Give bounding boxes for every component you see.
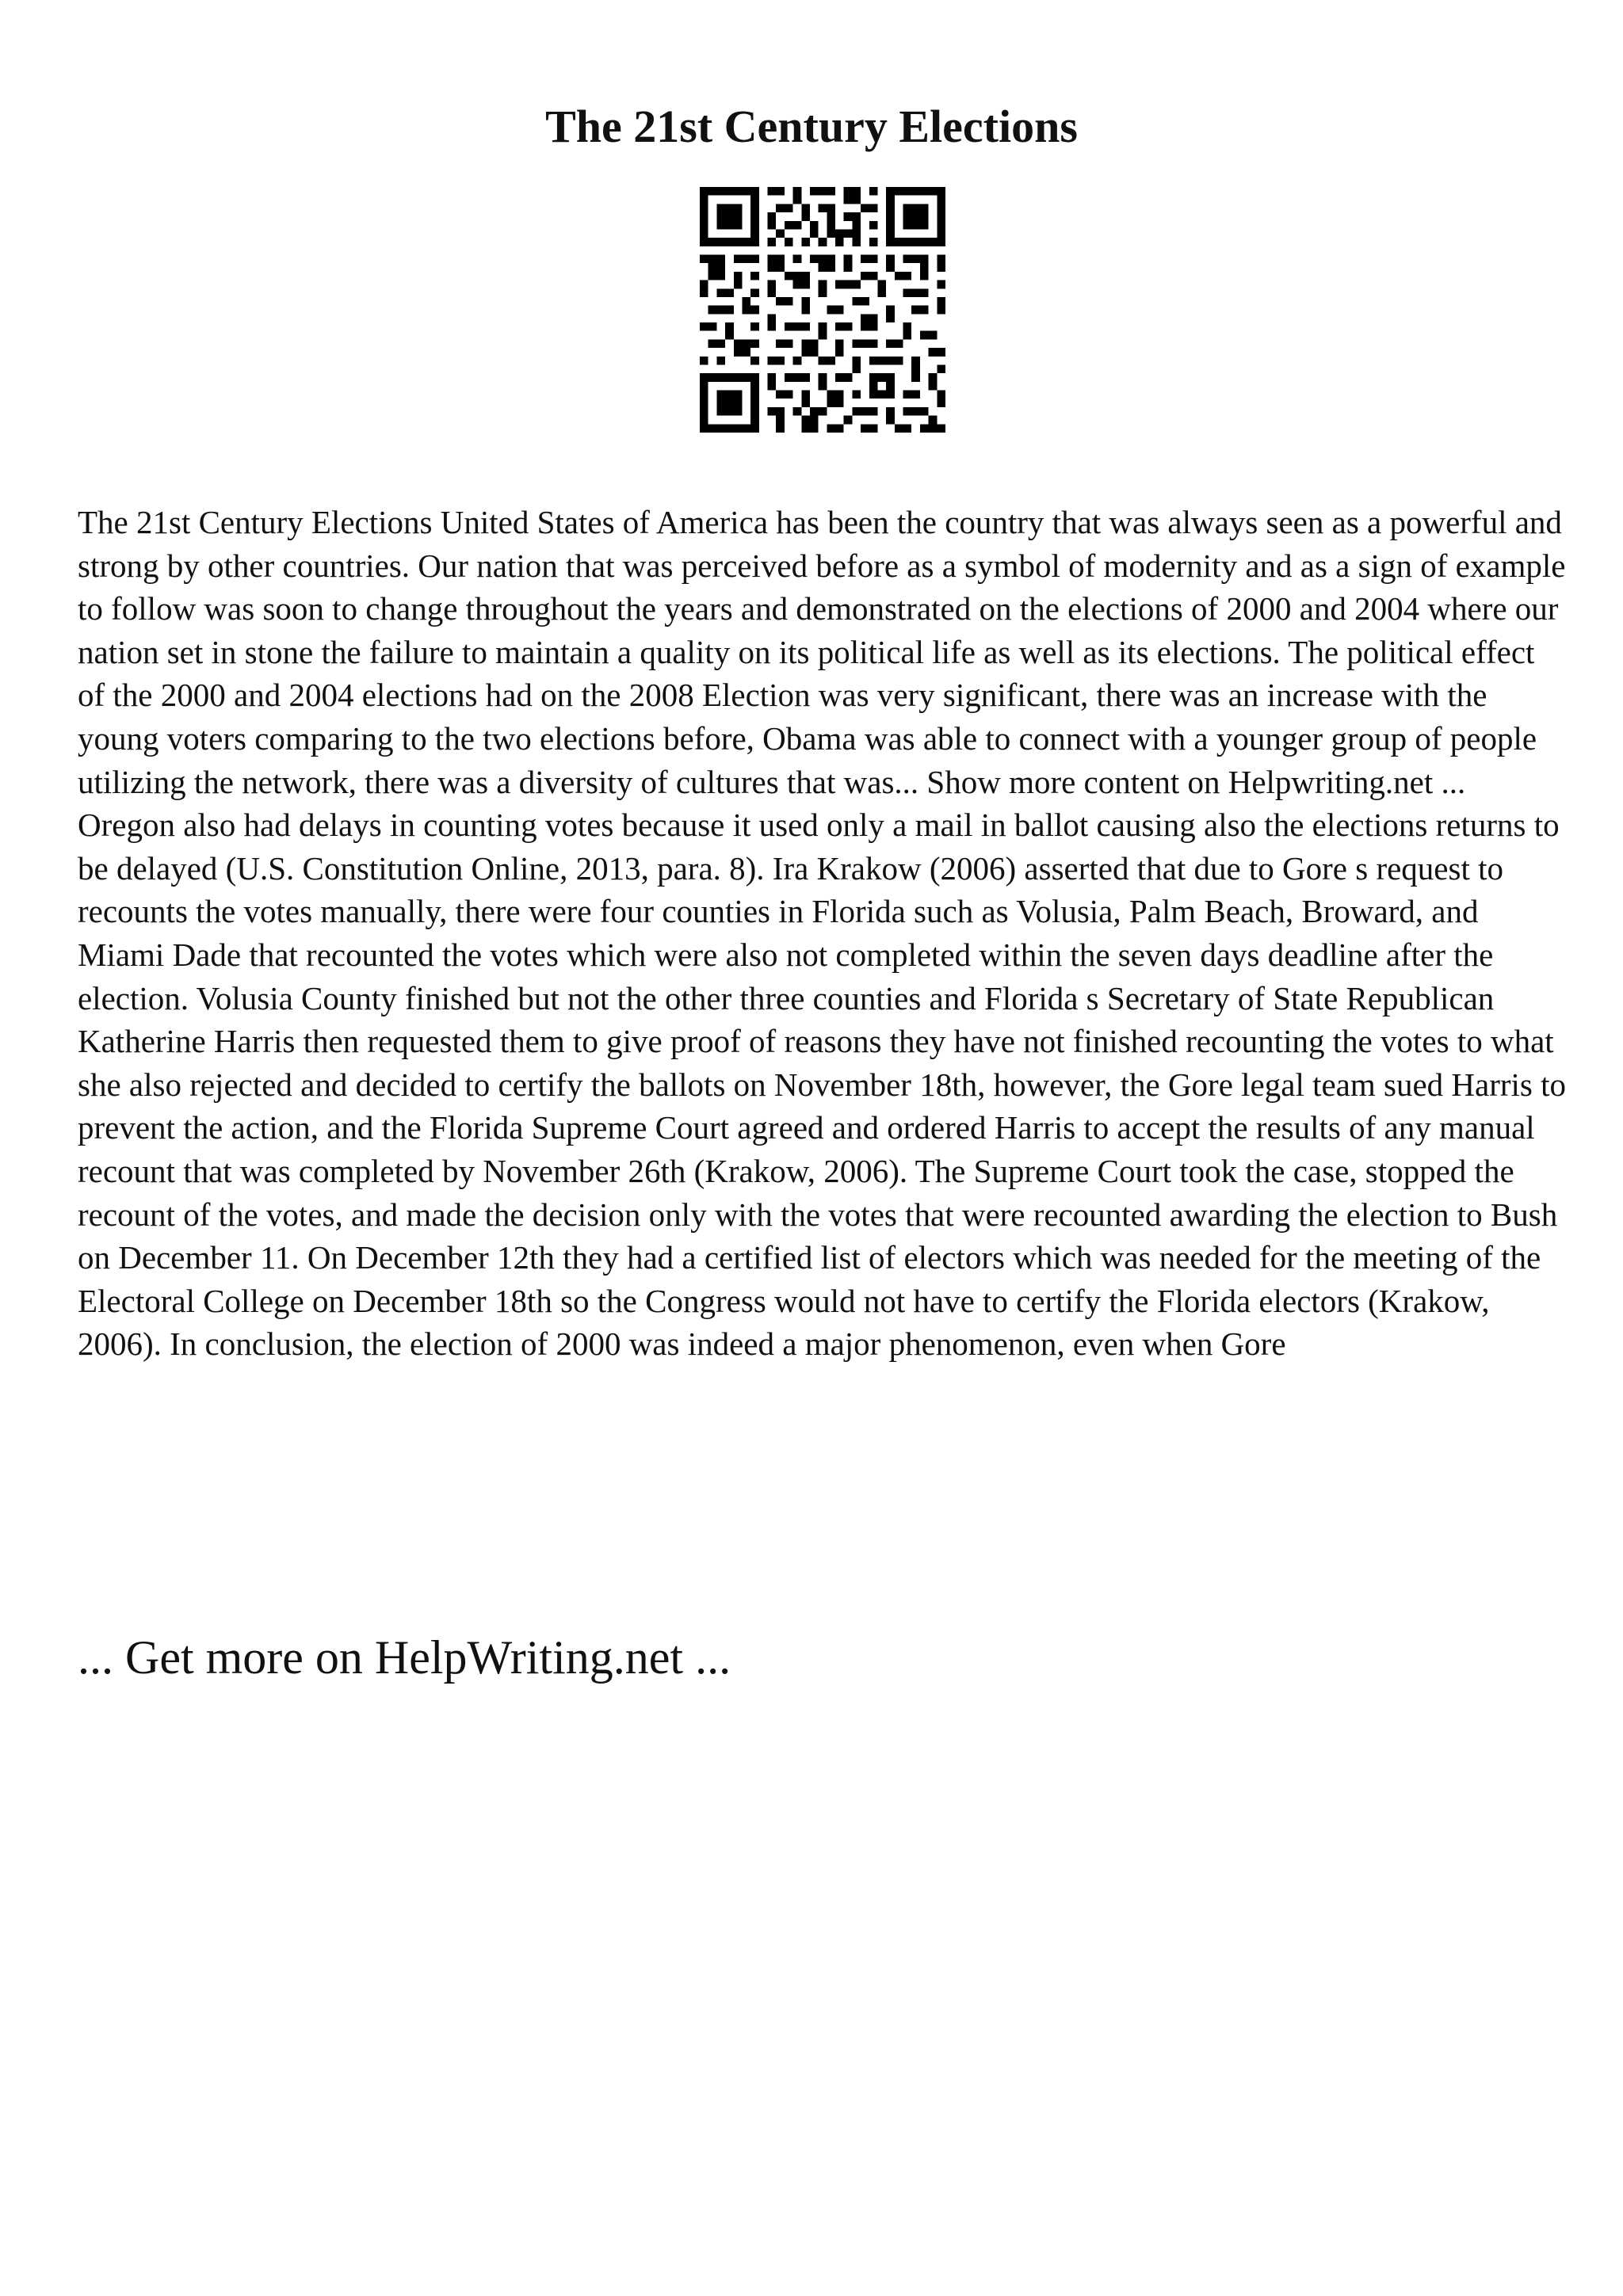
get-more-link[interactable]: ... Get more on HelpWriting.net ...	[78, 1631, 731, 1684]
page-title: The 21st Century Elections	[545, 101, 1078, 152]
paragraph-2: Oregon also had delays in counting votes because it used only a mail in ballot causing also the elections returns to be delayed (U.S. Constitution Online, 2013, para. 8). Ira Krakow (2006) asserted that due to Gore s request to recounts the votes manually, there were four counties in Florida such as Volusia, Palm Beach, Broward, and Miami Dade that recounted the votes which were also not completed within the seven days deadline after the election. Volusia County finished but not the other three counties and Florida s Secretary of State Republican Katherine Harris then requested them to give proof of reasons they have not finished recounting the votes to what she also rejected and decided to certify the ballots on November 18th, however, the Gore legal team sued Harris to prevent the action, and the Florida Supreme Court agreed and ordered Harris to accept the results of any manual recount that was completed by November 26th (Krakow, 2006). The Supreme Court took the case, stopped the recount of the votes, and made the decision only with the votes that were recounted awarding the election to Bush on December 11. On December 12th they had a certified list of electors which was needed for the meeting of the Electoral College on December 18th so the Congress would not have to certify the Florida electors (Krakow, 2006). In conclusion, the election of 2000 was indeed a major phenomenon, even when Gore	[78, 807, 1567, 1363]
paragraph-1: The 21st Century Elections United States of America has been the country that was always seen as a powerful and strong by other countries. Our nation that was perceived before as a symbol of modernity and as a sign of example to follow was soon to change throughout the years and demonstrated on the elections of 2000 and 2004 where our nation set in stone the failure to maintain a quality on its political life as well as its elections. The political effect of the 2000 and 2004 elections had on the 2008 Election was very significant, there was an increase with the young voters comparing to the two elections before, Obama was able to connect with a younger group of people utilizing the network, there was a diversity of cultures that was... Show more content on Helpwriting.net ...	[78, 504, 1566, 800]
article-body	[78, 501, 1568, 1366]
qr-code-icon[interactable]	[700, 187, 945, 433]
